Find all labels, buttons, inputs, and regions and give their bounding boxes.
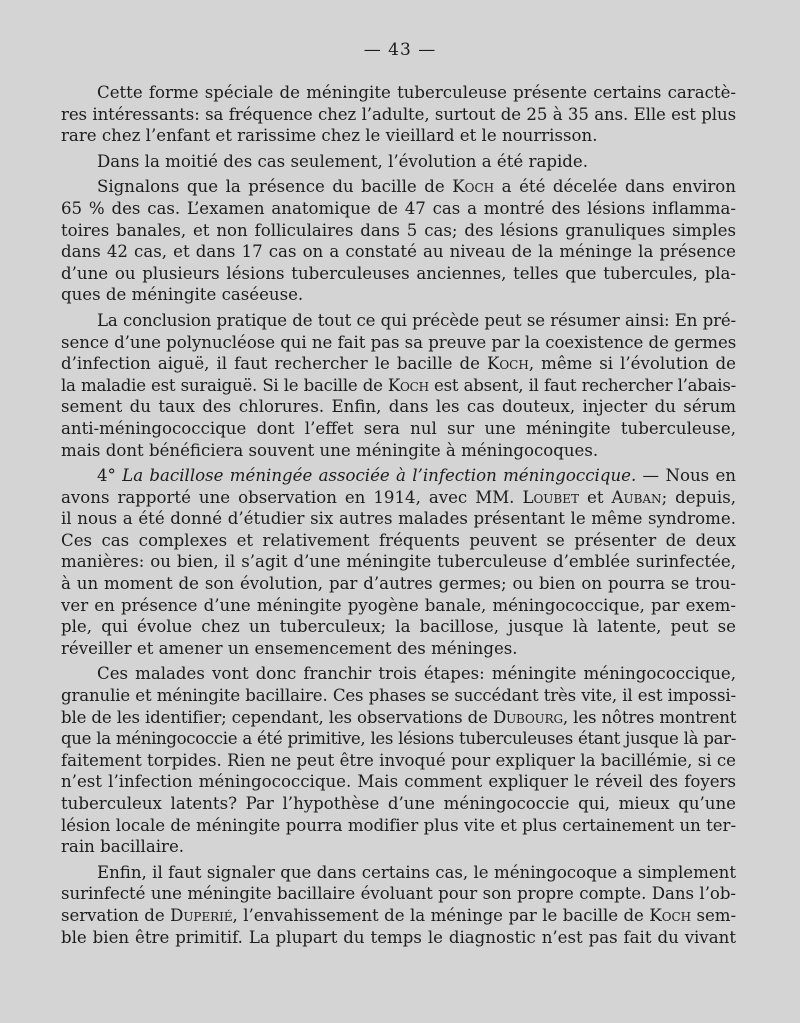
text-line: [61, 616, 736, 638]
text-line: [61, 220, 736, 242]
text-line: [61, 728, 736, 750]
text-run: 65 % des cas. L’examen anatomique de 47 cas a montré des lésions inflamma-: [61, 198, 736, 218]
text-line: [61, 332, 736, 354]
text-line: [61, 104, 736, 126]
text-run: ple, qui évolue chez un tuberculeux; la bacillose, jusque là latente, peut se: [61, 617, 736, 637]
text-run: que la méningococcie a été primitive, les lésions tuberculeuses étant jusque là par-: [61, 729, 736, 749]
text-line: [61, 638, 736, 660]
text-run: à un moment de son évolution, par d’autres germes; ou bien on pourra se trou-: [61, 574, 736, 594]
paragraph: [61, 82, 736, 147]
text-line: [61, 750, 736, 772]
text-line: [61, 508, 736, 530]
author-name: Koch: [452, 177, 495, 197]
text-run: Signalons que la présence du bacille de: [97, 177, 453, 197]
text-run: lésion locale de méningite pourra modifier plus vite et plus certainement un ter-: [61, 815, 736, 835]
author-name: Koch: [486, 354, 529, 374]
text-run: Enfin, il faut signaler que dans certains cas, le méningocoque a simplement: [97, 862, 736, 882]
text-run: anti-méningococcique dont l’effet sera nul sur une méningite tuberculeuse,: [61, 418, 736, 438]
text-run: n’est l’infection méningococcique. Mais comment expliquer le réveil des foyers: [61, 772, 736, 792]
text-run: surinfecté une méningite bacillaire évoluant pour son propre compte. Dans l’ob-: [61, 884, 736, 904]
text-line: [61, 198, 736, 220]
page-number: — 43 —: [363, 40, 437, 60]
text-line: [61, 284, 736, 306]
text-line: [61, 883, 736, 905]
text-line: [61, 905, 736, 927]
text-line: [61, 241, 736, 263]
text-line: [61, 465, 736, 487]
text-line: [61, 310, 736, 332]
text-line: [61, 707, 736, 729]
text-line: [61, 573, 736, 595]
text-line: [61, 263, 736, 285]
paragraph: [61, 465, 736, 659]
text-line: [61, 771, 736, 793]
text-run: tuberculeux latents? Par l’hypothèse d’une méningococcie qui, mieux qu’une: [61, 794, 736, 813]
text-run: la maladie est suraiguë. Si le bacille de: [61, 375, 388, 395]
text-line: [61, 836, 736, 858]
text-run: il nous a été donné d’étudier six autres malades présentant le même syndrome.: [61, 509, 736, 529]
text-run: sence d’une polynucléose qui ne fait pas sa preuve par la coexistence de germes: [61, 332, 737, 352]
paragraph: [61, 663, 736, 857]
text-run: Ces malades vont donc franchir trois étapes: méningite méningococcique,: [97, 664, 736, 684]
text-run: granulie et méningite bacillaire. Ces phases se succédant très vite, il est impossi-: [61, 686, 736, 706]
text-run: toires banales, et non folliculaires dans 5 cas; des lésions granuliques simples: [61, 220, 736, 240]
text-run: , les nôtres montrent: [562, 707, 737, 727]
author-name: Duperié: [170, 905, 233, 925]
text-line: [61, 530, 736, 552]
text-line: [61, 125, 736, 147]
text-run: faitement torpides. Rien ne peut être invoqué pour expliquer la bacillémie, si ce: [61, 750, 736, 770]
paragraph: [61, 862, 736, 948]
text-line: [61, 663, 736, 685]
text-line: [61, 815, 736, 837]
section-heading: La bacillose méningée associée à l’infection méningoccique.: [122, 466, 637, 486]
text-run: res intéressants: sa fréquence chez l’adulte, surtout de 25 à 35 ans. Elle est plus: [61, 104, 736, 124]
text-run: d’infection aiguë, il faut rechercher le bacille de: [61, 354, 487, 374]
paragraph: [61, 310, 736, 461]
text-run: d’une ou plusieurs lésions tuberculeuses anciennes, telles que tubercules, pla-: [61, 263, 736, 283]
text-run: avons rapporté une observation en 1914, avec MM.: [61, 487, 523, 507]
text-line: [61, 595, 736, 617]
text-line: [61, 685, 736, 707]
text-run: , l’envahissement de la méninge par le bacille de: [232, 905, 650, 925]
text-run: rain bacillaire.: [61, 837, 185, 857]
text-line: [61, 353, 736, 375]
text-run: sement du taux des chlorures. Enfin, dans les cas douteux, injecter du sérum: [61, 397, 736, 417]
text-line: [61, 176, 736, 198]
text-run: manières: ou bien, il s’agit d’une méningite tuberculeuse d’emblée surinfectée,: [61, 552, 736, 572]
text-run: est absent, il faut rechercher l’abais-: [428, 375, 736, 395]
text-line: [61, 396, 736, 418]
text-run: servation de: [61, 905, 171, 925]
author-name: Koch: [649, 905, 692, 925]
text-line: [61, 927, 736, 949]
text-run: sem-: [691, 905, 737, 925]
body-text: [61, 82, 736, 948]
paragraph: [61, 176, 736, 306]
text-run: réveiller et amener un ensemencement des méninges.: [61, 638, 518, 658]
text-line: [61, 551, 736, 573]
text-run: dans 42 cas, et dans 17 cas on a constaté au niveau de la méninge la présence: [61, 242, 736, 262]
text-line: [61, 487, 736, 509]
text-line: [61, 418, 736, 440]
author-name: Dubourg: [492, 707, 563, 727]
text-run: ble bien être primitif. La plupart du temps le diagnostic n’est pas fait du vivant: [61, 927, 736, 947]
text-run: rare chez l’enfant et rarissime chez le vieillard et le nourrisson.: [61, 126, 598, 146]
author-name: Koch: [387, 375, 429, 395]
text-run: Cette forme spéciale de méningite tuberculeuse présente certains caractè-: [97, 83, 736, 102]
author-name: Auban: [611, 487, 662, 507]
text-line: [61, 862, 736, 884]
text-run: ver en présence d’une méningite pyogène banale, méningococcique, par exem-: [61, 595, 736, 615]
text-run: Dans la moitié des cas seulement, l’évolution a été rapide.: [97, 151, 588, 171]
text-run: 4°: [97, 466, 123, 486]
text-run: mais dont bénéficiera souvent une méningite à méningocoques.: [61, 440, 599, 460]
paragraph: [61, 151, 736, 173]
text-run: — Nous en: [636, 466, 736, 486]
text-line: [61, 440, 736, 462]
text-line: [61, 151, 736, 173]
text-line: [61, 375, 736, 397]
text-run: , même si l’évolution de: [528, 354, 736, 374]
text-run: ques de méningite caséeuse.: [61, 285, 304, 305]
text-line: [61, 82, 736, 104]
text-run: Ces cas complexes et relativement fréquents peuvent se présenter de deux: [61, 530, 736, 550]
text-run: ble de les identifier; cependant, les observations de: [61, 707, 493, 727]
text-run: ; depuis,: [661, 487, 736, 507]
text-run: et: [579, 487, 612, 507]
text-run: a été décelée dans environ: [494, 177, 736, 197]
author-name: Loubet: [522, 487, 580, 507]
text-line: [61, 793, 736, 815]
text-run: La conclusion pratique de tout ce qui précède peut se résumer ainsi: En pré-: [97, 310, 736, 330]
